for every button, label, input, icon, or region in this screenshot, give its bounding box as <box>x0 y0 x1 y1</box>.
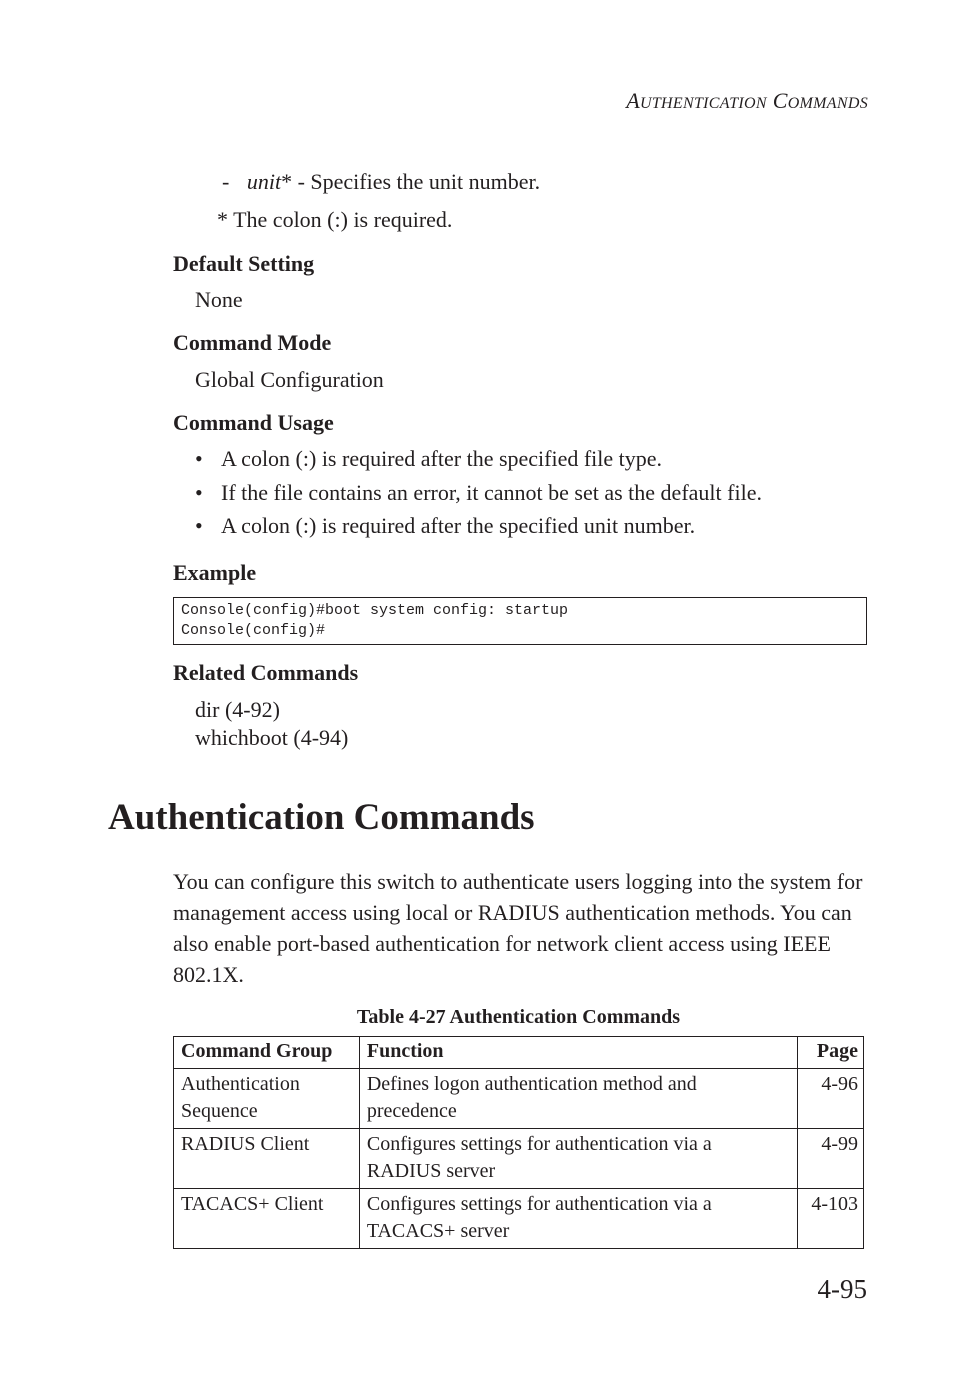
parameter-line <box>222 168 540 196</box>
default-setting-value: None <box>195 287 243 312</box>
example-code-line: Console(config)# <box>181 622 326 639</box>
related-command-dir: dir (4-92) <box>195 697 280 722</box>
cell-command-group: TACACS+ Client <box>174 1189 360 1249</box>
command-mode-value: Global Configuration <box>195 367 384 392</box>
example-code-line: Console(config)#boot system config: startup <box>181 602 569 619</box>
table-row <box>174 1129 864 1189</box>
command-usage-list <box>195 445 895 546</box>
command-usage-item: • A colon (:) is required after the specified file type. <box>195 445 895 479</box>
command-usage-item: • If the file contains an error, it cannot be set as the default file. <box>195 479 895 513</box>
table-row <box>174 1069 864 1129</box>
parameter-name: unit <box>246 169 282 194</box>
cell-command-group: Authentication Sequence <box>174 1069 360 1129</box>
cell-function: Configures settings for authentication via a TACACS+ server <box>359 1189 797 1249</box>
cell-command-group: RADIUS Client <box>174 1129 360 1189</box>
command-mode-heading: Command Mode <box>173 330 332 355</box>
header-function: Function <box>359 1037 797 1069</box>
cell-page: 4-103 <box>798 1189 864 1249</box>
running-header <box>626 88 868 114</box>
running-header-cap-2: C <box>772 88 788 113</box>
cell-function: Defines logon authentication method and precedence <box>359 1069 797 1129</box>
page-number: 4-95 <box>817 1274 867 1304</box>
table-caption: Table 4-27 Authentication Commands <box>356 1006 681 1028</box>
command-usage-heading: Command Usage <box>173 410 334 435</box>
running-header-cap-1: A <box>626 88 640 113</box>
related-command-whichboot: whichboot (4-94) <box>195 725 349 750</box>
running-header-rest-2: OMMANDS <box>787 95 868 112</box>
table-header-row <box>174 1037 864 1069</box>
example-code-block <box>173 597 867 645</box>
running-header-rest-1: UTHENTICATION <box>640 95 767 112</box>
example-heading: Example <box>173 560 257 585</box>
colon-note: * The colon (:) is required. <box>217 207 453 232</box>
authentication-commands-table <box>173 1036 864 1249</box>
default-setting-heading: Default Setting <box>173 251 315 276</box>
cell-page: 4-96 <box>798 1069 864 1129</box>
section-title: Authentication Commands <box>108 797 535 838</box>
parameter-dash: - <box>222 169 230 194</box>
section-intro: You can configure this switch to authenticate users logging into the system for management access using local or RADIUS authentication methods. You can also enable port-based authentication for network client access using IEEE 802.1X. <box>173 869 863 987</box>
command-usage-item: • A colon (:) is required after the specified unit number. <box>195 512 895 546</box>
cell-function: Configures settings for authentication via a RADIUS server <box>359 1129 797 1189</box>
parameter-description: * - Specifies the unit number. <box>281 169 541 194</box>
related-commands-heading: Related Commands <box>173 660 359 685</box>
header-page: Page <box>798 1037 864 1069</box>
table-row <box>174 1189 864 1249</box>
cell-page: 4-99 <box>798 1129 864 1189</box>
header-command-group: Command Group <box>174 1037 360 1069</box>
